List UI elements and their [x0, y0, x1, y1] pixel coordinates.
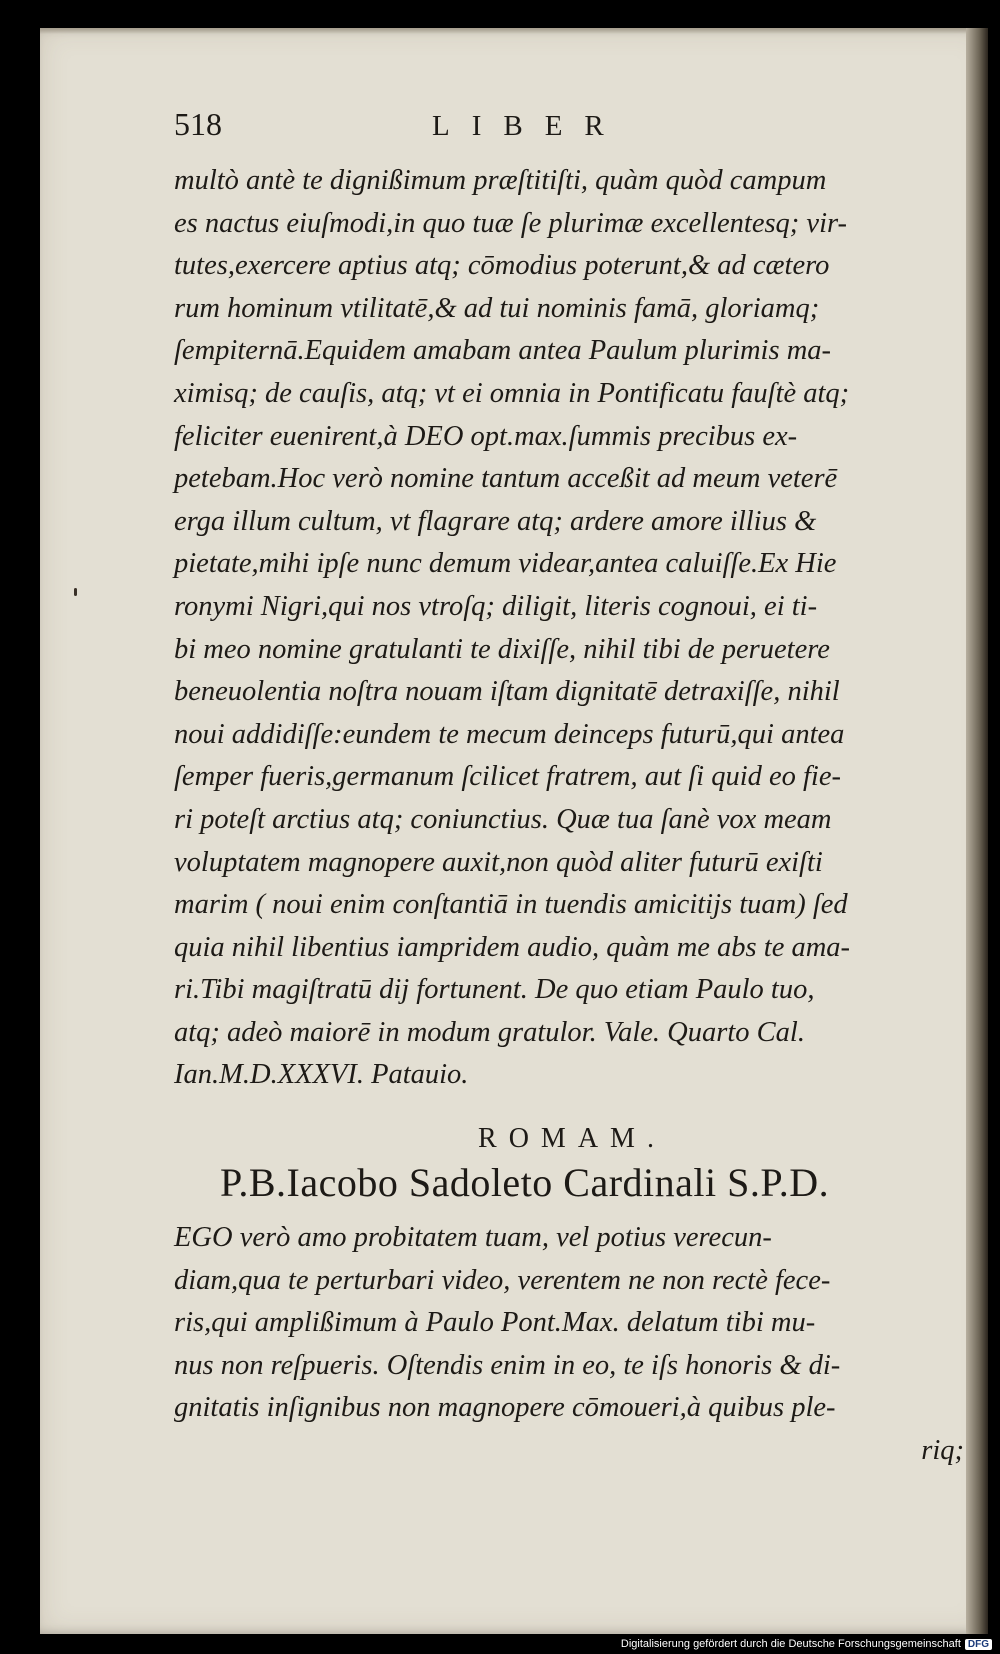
running-head	[174, 106, 964, 160]
letter-addressee: P.B.Iacobo Sadoleto Cardinali S.P.D.	[220, 1160, 830, 1206]
text-line: Ian.M.D.XXXVI. Patauio.	[174, 1059, 469, 1091]
letter-body-2	[174, 1217, 964, 1430]
text-line: diam,qua te perturbari video, verentem ne non rectè fece-	[174, 1264, 831, 1296]
text-line: ris,qui amplißimum à Paulo Pont.Max. delatum tibi mu-	[174, 1307, 816, 1339]
text-line: ximisq; de cauſis, atq; vt ei omnia in Pontificatu fauſtè atq;	[174, 377, 850, 409]
page-content	[174, 106, 964, 1473]
dfg-logo: DFG	[965, 1639, 992, 1650]
page-top-edge	[40, 28, 988, 34]
text-line: ri poteſt arctius atq; coniunctius. Quæ tua ſanè vox meam	[174, 803, 832, 835]
text-line: gnitatis inſignibus non magnopere cōmoueri,à quibus ple-	[174, 1392, 836, 1424]
text-line: EGO verò amo probitatem tuam, vel potius verecun-	[174, 1222, 772, 1254]
text-line: pietate,mihi ipſe nunc demum videar,antea caluiſſe.Ex Hie	[174, 548, 837, 580]
running-title: LIBER	[432, 110, 626, 142]
text-line: bi meo nomine gratulanti te dixiſſe, nihil tibi de peruetere	[174, 633, 830, 665]
text-line: marim ( noui enim conſtantiā in tuendis amicitijs tuam) ſed	[174, 889, 848, 921]
catchword: riq;	[921, 1435, 964, 1467]
text-line: erga illum cultum, vt flagrare atq; ardere amore illius &	[174, 505, 817, 537]
digitization-credit	[621, 1638, 992, 1650]
text-line: nus non reſpueris. Oſtendis enim in eo, te iſs honoris & di-	[174, 1349, 841, 1381]
page-spine-shadow	[966, 28, 988, 1634]
text-line: petebam.Hoc verò nomine tantum acceßit ad meum veterē	[174, 463, 838, 495]
book-page	[40, 28, 988, 1634]
paper-speck	[74, 588, 77, 596]
text-line: es nactus eiuſmodi,in quo tuæ ſe plurimæ excellentesq; vir-	[174, 207, 848, 239]
folio-number: 518	[174, 106, 222, 142]
text-line: beneuolentia noſtra nouam iſtam dignitatē detraxiſſe, nihil	[174, 676, 840, 708]
text-line: multò antè te dignißimum præſtitiſti, quàm quòd campum	[174, 165, 827, 196]
text-line: tutes,exercere aptius atq; cōmodius poterunt,& ad cætero	[174, 250, 830, 282]
credit-text: Digitalisierung gefördert durch die Deutsche Forschungsgemeinschaft	[620, 1638, 961, 1650]
text-line: rum hominum vtilitatē,& ad tui nominis famā, gloriamq;	[174, 292, 820, 324]
text-line: ronymi Nigri,qui nos vtroſq; diligit, literis cognoui, ei ti-	[174, 590, 818, 622]
text-line: feliciter euenirent,à DEO opt.max.ſummis precibus ex-	[174, 420, 798, 452]
text-line: ri.Tibi magiſtratū dij fortunent. De quo etiam Paulo tuo,	[174, 974, 815, 1006]
text-line: ſempiternā.Equidem amabam antea Paulum plurimis ma-	[174, 335, 832, 367]
letter-heading: ROMAM.	[478, 1123, 666, 1155]
text-line: noui addidiſſe:eundem te mecum deinceps futurū,qui antea	[174, 718, 845, 750]
text-line: ſemper fueris,germanum ſcilicet fratrem, aut ſi quid eo fie-	[174, 761, 841, 793]
text-line: quia nihil libentius iampridem audio, quàm me abs te ama-	[174, 931, 851, 963]
text-line: atq; adeò maiorē in modum gratulor. Vale. Quarto Cal.	[174, 1016, 805, 1048]
text-line: voluptatem magnopere auxit,non quòd aliter futurū exiſti	[174, 846, 823, 878]
letter-body-1	[174, 160, 964, 1097]
